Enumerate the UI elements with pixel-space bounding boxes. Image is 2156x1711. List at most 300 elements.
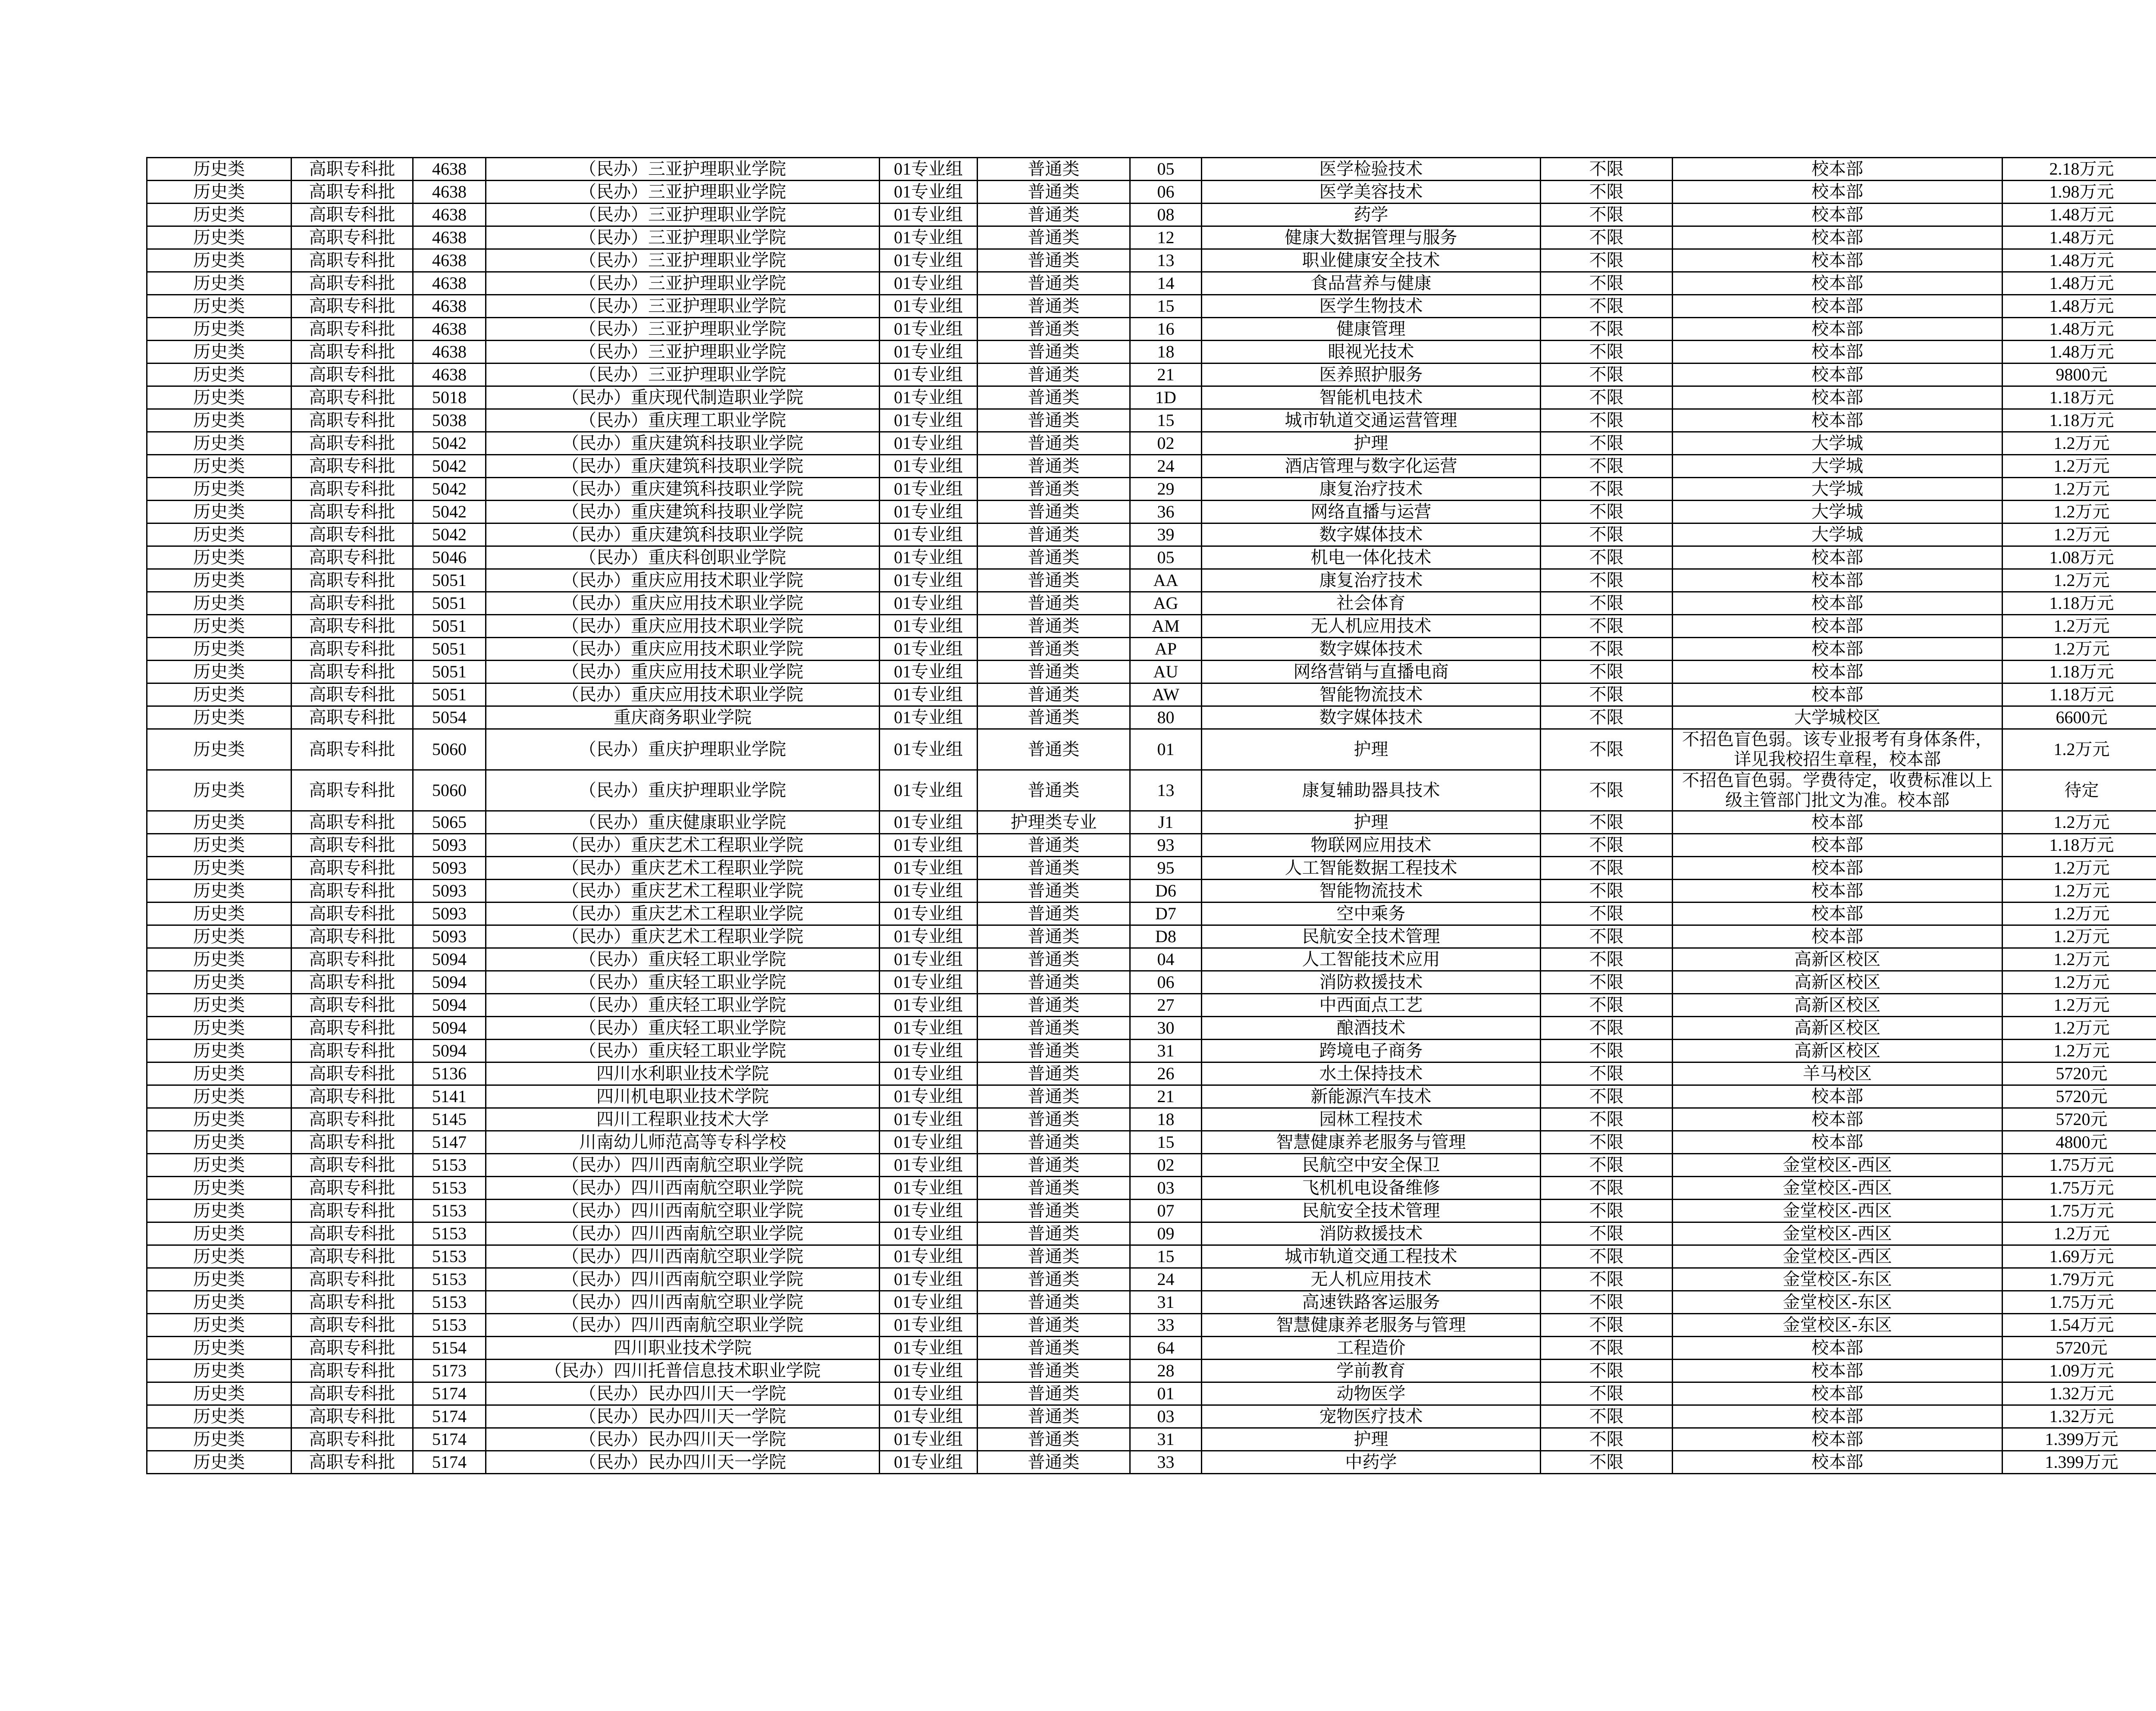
cell-major-code: 18 — [1130, 341, 1202, 364]
cell-tuition: 1.2万元 — [2002, 994, 2156, 1017]
cell-school-name: （民办）重庆应用技术职业学院 — [486, 592, 880, 615]
cell-restriction: 不限 — [1541, 341, 1673, 364]
cell-restriction: 不限 — [1541, 1017, 1673, 1040]
cell-batch: 高职专科批 — [291, 295, 413, 318]
table-row — [147, 1200, 2156, 1222]
cell-campus-note: 校本部 — [1673, 925, 2002, 948]
cell-major-group: 01专业组 — [880, 1085, 978, 1108]
cell-school-name: （民办）重庆护理职业学院 — [486, 729, 880, 770]
cell-subject-category: 历史类 — [147, 272, 291, 295]
cell-major-code: 28 — [1130, 1360, 1202, 1382]
cell-major-name: 护理 — [1202, 811, 1541, 834]
cell-subject-category: 历史类 — [147, 994, 291, 1017]
cell-major-code: 03 — [1130, 1405, 1202, 1428]
cell-batch: 高职专科批 — [291, 1268, 413, 1291]
cell-admission-type: 普通类 — [978, 341, 1130, 364]
cell-campus-note: 金堂校区-西区 — [1673, 1177, 2002, 1200]
cell-restriction: 不限 — [1541, 994, 1673, 1017]
cell-major-group: 01专业组 — [880, 1291, 978, 1314]
cell-school-name: （民办）重庆艺术工程职业学院 — [486, 857, 880, 880]
cell-admission-type: 普通类 — [978, 1382, 1130, 1405]
cell-major-group: 01专业组 — [880, 638, 978, 661]
cell-restriction: 不限 — [1541, 661, 1673, 683]
cell-campus-note: 校本部 — [1673, 364, 2002, 386]
cell-campus-note: 校本部 — [1673, 249, 2002, 272]
cell-school-name: （民办）重庆建筑科技职业学院 — [486, 432, 880, 455]
cell-major-code: 13 — [1130, 770, 1202, 811]
cell-restriction: 不限 — [1541, 455, 1673, 478]
cell-school-code: 5060 — [413, 770, 486, 811]
cell-campus-note: 校本部 — [1673, 638, 2002, 661]
table-row — [147, 158, 2156, 181]
cell-campus-note: 校本部 — [1673, 181, 2002, 204]
cell-major-group: 01专业组 — [880, 158, 978, 181]
cell-school-name: （民办）重庆轻工职业学院 — [486, 948, 880, 971]
cell-major-group: 01专业组 — [880, 971, 978, 994]
cell-major-group: 01专业组 — [880, 432, 978, 455]
cell-major-group: 01专业组 — [880, 204, 978, 226]
cell-school-code: 5153 — [413, 1222, 486, 1245]
cell-major-group: 01专业组 — [880, 1017, 978, 1040]
cell-major-group: 01专业组 — [880, 948, 978, 971]
table-row — [147, 1017, 2156, 1040]
cell-school-name: 川南幼儿师范高等专科学校 — [486, 1131, 880, 1154]
cell-subject-category: 历史类 — [147, 1291, 291, 1314]
table-row — [147, 478, 2156, 501]
cell-major-name: 智慧健康养老服务与管理 — [1202, 1314, 1541, 1337]
cell-major-group: 01专业组 — [880, 341, 978, 364]
cell-tuition: 1.18万元 — [2002, 834, 2156, 857]
cell-school-code: 5174 — [413, 1428, 486, 1451]
cell-subject-category: 历史类 — [147, 501, 291, 523]
cell-campus-note: 校本部 — [1673, 295, 2002, 318]
table-row — [147, 638, 2156, 661]
cell-major-name: 民航安全技术管理 — [1202, 1200, 1541, 1222]
cell-school-name: （民办）重庆艺术工程职业学院 — [486, 903, 880, 925]
cell-subject-category: 历史类 — [147, 880, 291, 903]
cell-school-name: （民办）四川西南航空职业学院 — [486, 1154, 880, 1177]
cell-school-code: 5153 — [413, 1200, 486, 1222]
cell-batch: 高职专科批 — [291, 1222, 413, 1245]
cell-school-code: 5093 — [413, 880, 486, 903]
cell-major-name: 消防救援技术 — [1202, 971, 1541, 994]
cell-tuition: 1.48万元 — [2002, 226, 2156, 249]
cell-restriction: 不限 — [1541, 181, 1673, 204]
cell-tuition: 1.2万元 — [2002, 925, 2156, 948]
cell-batch: 高职专科批 — [291, 811, 413, 834]
cell-major-name: 动物医学 — [1202, 1382, 1541, 1405]
cell-batch: 高职专科批 — [291, 272, 413, 295]
cell-admission-type: 普通类 — [978, 1451, 1130, 1474]
table-row — [147, 386, 2156, 409]
cell-restriction: 不限 — [1541, 478, 1673, 501]
cell-admission-type: 普通类 — [978, 903, 1130, 925]
cell-admission-type: 普通类 — [978, 569, 1130, 592]
cell-batch: 高职专科批 — [291, 1062, 413, 1085]
cell-batch: 高职专科批 — [291, 1451, 413, 1474]
cell-major-name: 药学 — [1202, 204, 1541, 226]
cell-major-name: 眼视光技术 — [1202, 341, 1541, 364]
cell-major-code: 13 — [1130, 249, 1202, 272]
cell-campus-note: 校本部 — [1673, 811, 2002, 834]
cell-major-group: 01专业组 — [880, 226, 978, 249]
cell-batch: 高职专科批 — [291, 729, 413, 770]
cell-major-code: 80 — [1130, 706, 1202, 729]
cell-campus-note: 金堂校区-东区 — [1673, 1314, 2002, 1337]
table-row — [147, 181, 2156, 204]
cell-campus-note: 校本部 — [1673, 1360, 2002, 1382]
cell-tuition: 1.48万元 — [2002, 204, 2156, 226]
cell-admission-type: 普通类 — [978, 1200, 1130, 1222]
cell-admission-type: 普通类 — [978, 683, 1130, 706]
cell-restriction: 不限 — [1541, 638, 1673, 661]
cell-restriction: 不限 — [1541, 1062, 1673, 1085]
cell-subject-category: 历史类 — [147, 1222, 291, 1245]
cell-subject-category: 历史类 — [147, 226, 291, 249]
cell-school-name: （民办）重庆建筑科技职业学院 — [486, 455, 880, 478]
table-row — [147, 364, 2156, 386]
cell-campus-note: 校本部 — [1673, 661, 2002, 683]
cell-admission-type: 普通类 — [978, 729, 1130, 770]
cell-batch: 高职专科批 — [291, 249, 413, 272]
table-row — [147, 661, 2156, 683]
table-row — [147, 903, 2156, 925]
cell-major-code: 05 — [1130, 546, 1202, 569]
cell-batch: 高职专科批 — [291, 546, 413, 569]
cell-school-code: 5136 — [413, 1062, 486, 1085]
cell-school-code: 5173 — [413, 1360, 486, 1382]
table-row — [147, 729, 2156, 770]
cell-major-name: 医学美容技术 — [1202, 181, 1541, 204]
cell-school-name: 四川机电职业技术学院 — [486, 1085, 880, 1108]
cell-subject-category: 历史类 — [147, 1382, 291, 1405]
cell-major-code: 33 — [1130, 1451, 1202, 1474]
cell-subject-category: 历史类 — [147, 341, 291, 364]
cell-school-code: 5094 — [413, 948, 486, 971]
cell-school-code: 5174 — [413, 1405, 486, 1428]
cell-restriction: 不限 — [1541, 204, 1673, 226]
cell-school-name: （民办）重庆应用技术职业学院 — [486, 569, 880, 592]
cell-major-code: 29 — [1130, 478, 1202, 501]
cell-tuition: 1.2万元 — [2002, 880, 2156, 903]
cell-admission-type: 普通类 — [978, 1222, 1130, 1245]
cell-major-code: 36 — [1130, 501, 1202, 523]
cell-tuition: 1.54万元 — [2002, 1314, 2156, 1337]
cell-subject-category: 历史类 — [147, 661, 291, 683]
cell-major-group: 01专业组 — [880, 770, 978, 811]
cell-tuition: 1.2万元 — [2002, 638, 2156, 661]
cell-campus-note: 校本部 — [1673, 1405, 2002, 1428]
cell-restriction: 不限 — [1541, 1131, 1673, 1154]
cell-tuition: 6600元 — [2002, 706, 2156, 729]
cell-school-name: 重庆商务职业学院 — [486, 706, 880, 729]
cell-admission-type: 普通类 — [978, 880, 1130, 903]
cell-major-group: 01专业组 — [880, 1040, 978, 1062]
cell-major-name: 护理 — [1202, 1428, 1541, 1451]
cell-school-name: （民办）四川西南航空职业学院 — [486, 1200, 880, 1222]
cell-school-code: 5054 — [413, 706, 486, 729]
cell-school-code: 5145 — [413, 1108, 486, 1131]
cell-major-group: 01专业组 — [880, 1360, 978, 1382]
cell-admission-type: 护理类专业 — [978, 811, 1130, 834]
cell-campus-note: 校本部 — [1673, 1337, 2002, 1360]
cell-restriction: 不限 — [1541, 1451, 1673, 1474]
cell-school-name: （民办）重庆应用技术职业学院 — [486, 638, 880, 661]
cell-tuition: 1.48万元 — [2002, 272, 2156, 295]
cell-major-name: 园林工程技术 — [1202, 1108, 1541, 1131]
cell-major-name: 智慧健康养老服务与管理 — [1202, 1131, 1541, 1154]
cell-school-code: 5093 — [413, 834, 486, 857]
cell-subject-category: 历史类 — [147, 409, 291, 432]
cell-tuition: 1.2万元 — [2002, 615, 2156, 638]
cell-batch: 高职专科批 — [291, 318, 413, 341]
cell-tuition: 1.98万元 — [2002, 181, 2156, 204]
cell-school-name: （民办）重庆艺术工程职业学院 — [486, 880, 880, 903]
cell-tuition: 1.48万元 — [2002, 318, 2156, 341]
cell-major-group: 01专业组 — [880, 1222, 978, 1245]
cell-restriction: 不限 — [1541, 1040, 1673, 1062]
cell-admission-type: 普通类 — [978, 318, 1130, 341]
table-row — [147, 770, 2156, 811]
cell-subject-category: 历史类 — [147, 1177, 291, 1200]
cell-admission-type: 普通类 — [978, 1108, 1130, 1131]
cell-major-group: 01专业组 — [880, 834, 978, 857]
cell-tuition: 1.2万元 — [2002, 903, 2156, 925]
cell-batch: 高职专科批 — [291, 455, 413, 478]
cell-admission-type: 普通类 — [978, 638, 1130, 661]
cell-major-name: 中西面点工艺 — [1202, 994, 1541, 1017]
cell-tuition: 1.48万元 — [2002, 249, 2156, 272]
cell-tuition: 1.2万元 — [2002, 432, 2156, 455]
cell-major-name: 空中乘务 — [1202, 903, 1541, 925]
cell-major-name: 学前教育 — [1202, 1360, 1541, 1382]
cell-school-code: 5051 — [413, 615, 486, 638]
cell-subject-category: 历史类 — [147, 432, 291, 455]
cell-subject-category: 历史类 — [147, 615, 291, 638]
cell-major-name: 医养照护服务 — [1202, 364, 1541, 386]
cell-school-name: 四川职业技术学院 — [486, 1337, 880, 1360]
cell-admission-type: 普通类 — [978, 1268, 1130, 1291]
table-row — [147, 546, 2156, 569]
table-row — [147, 615, 2156, 638]
cell-school-code: 5094 — [413, 971, 486, 994]
cell-major-code: 21 — [1130, 364, 1202, 386]
cell-major-name: 消防救援技术 — [1202, 1222, 1541, 1245]
cell-batch: 高职专科批 — [291, 204, 413, 226]
cell-admission-type: 普通类 — [978, 204, 1130, 226]
cell-admission-type: 普通类 — [978, 1291, 1130, 1314]
cell-campus-note: 校本部 — [1673, 386, 2002, 409]
cell-campus-note: 羊马校区 — [1673, 1062, 2002, 1085]
cell-batch: 高职专科批 — [291, 523, 413, 546]
cell-restriction: 不限 — [1541, 615, 1673, 638]
cell-admission-type: 普通类 — [978, 501, 1130, 523]
cell-tuition: 5720元 — [2002, 1062, 2156, 1085]
cell-subject-category: 历史类 — [147, 364, 291, 386]
cell-major-code: 01 — [1130, 729, 1202, 770]
cell-batch: 高职专科批 — [291, 1177, 413, 1200]
cell-major-group: 01专业组 — [880, 1405, 978, 1428]
cell-major-name: 物联网应用技术 — [1202, 834, 1541, 857]
cell-major-name: 数字媒体技术 — [1202, 706, 1541, 729]
cell-subject-category: 历史类 — [147, 1040, 291, 1062]
cell-tuition: 1.2万元 — [2002, 729, 2156, 770]
cell-tuition: 1.2万元 — [2002, 478, 2156, 501]
table-row — [147, 432, 2156, 455]
cell-school-code: 5094 — [413, 994, 486, 1017]
cell-batch: 高职专科批 — [291, 638, 413, 661]
table-row — [147, 1154, 2156, 1177]
cell-school-name: （民办）四川托普信息技术职业学院 — [486, 1360, 880, 1382]
cell-admission-type: 普通类 — [978, 661, 1130, 683]
cell-restriction: 不限 — [1541, 546, 1673, 569]
cell-school-name: （民办）重庆应用技术职业学院 — [486, 661, 880, 683]
cell-admission-type: 普通类 — [978, 1405, 1130, 1428]
cell-major-group: 01专业组 — [880, 1108, 978, 1131]
cell-batch: 高职专科批 — [291, 1428, 413, 1451]
cell-school-code: 5051 — [413, 569, 486, 592]
cell-major-group: 01专业组 — [880, 1154, 978, 1177]
cell-subject-category: 历史类 — [147, 1314, 291, 1337]
cell-major-name: 高速铁路客运服务 — [1202, 1291, 1541, 1314]
cell-school-name: （民办）重庆轻工职业学院 — [486, 1017, 880, 1040]
cell-restriction: 不限 — [1541, 318, 1673, 341]
cell-tuition: 1.2万元 — [2002, 811, 2156, 834]
table-row — [147, 706, 2156, 729]
cell-major-code: 06 — [1130, 181, 1202, 204]
cell-major-code: D7 — [1130, 903, 1202, 925]
table-row — [147, 1085, 2156, 1108]
table-row — [147, 811, 2156, 834]
table-row — [147, 1108, 2156, 1131]
cell-school-code: 5051 — [413, 683, 486, 706]
cell-school-code: 5042 — [413, 478, 486, 501]
cell-major-group: 01专业组 — [880, 364, 978, 386]
cell-major-group: 01专业组 — [880, 1131, 978, 1154]
cell-subject-category: 历史类 — [147, 706, 291, 729]
cell-major-code: 39 — [1130, 523, 1202, 546]
table-row — [147, 1314, 2156, 1337]
cell-major-name: 护理 — [1202, 729, 1541, 770]
cell-tuition: 5720元 — [2002, 1337, 2156, 1360]
cell-major-group: 01专业组 — [880, 1245, 978, 1268]
cell-major-name: 水土保持技术 — [1202, 1062, 1541, 1085]
cell-school-code: 5141 — [413, 1085, 486, 1108]
cell-restriction: 不限 — [1541, 857, 1673, 880]
cell-admission-type: 普通类 — [978, 1085, 1130, 1108]
cell-restriction: 不限 — [1541, 1200, 1673, 1222]
cell-major-name: 智能机电技术 — [1202, 386, 1541, 409]
cell-restriction: 不限 — [1541, 948, 1673, 971]
cell-subject-category: 历史类 — [147, 1062, 291, 1085]
cell-major-name: 职业健康安全技术 — [1202, 249, 1541, 272]
cell-batch: 高职专科批 — [291, 661, 413, 683]
cell-school-name: （民办）重庆艺术工程职业学院 — [486, 925, 880, 948]
cell-major-code: AM — [1130, 615, 1202, 638]
cell-restriction: 不限 — [1541, 272, 1673, 295]
cell-major-code: 30 — [1130, 1017, 1202, 1040]
cell-major-code: 07 — [1130, 1200, 1202, 1222]
cell-major-group: 01专业组 — [880, 546, 978, 569]
cell-batch: 高职专科批 — [291, 501, 413, 523]
cell-major-group: 01专业组 — [880, 706, 978, 729]
cell-major-code: 31 — [1130, 1428, 1202, 1451]
cell-major-code: 27 — [1130, 994, 1202, 1017]
cell-tuition: 1.18万元 — [2002, 409, 2156, 432]
cell-school-code: 4638 — [413, 181, 486, 204]
table-row — [147, 272, 2156, 295]
cell-major-name: 康复治疗技术 — [1202, 478, 1541, 501]
cell-tuition: 1.48万元 — [2002, 341, 2156, 364]
cell-school-code: 4638 — [413, 204, 486, 226]
cell-major-group: 01专业组 — [880, 295, 978, 318]
cell-school-name: （民办）三亚护理职业学院 — [486, 364, 880, 386]
cell-batch: 高职专科批 — [291, 994, 413, 1017]
cell-school-code: 5038 — [413, 409, 486, 432]
cell-batch: 高职专科批 — [291, 1131, 413, 1154]
cell-tuition: 1.2万元 — [2002, 971, 2156, 994]
cell-school-code: 4638 — [413, 318, 486, 341]
cell-major-code: D6 — [1130, 880, 1202, 903]
table-row — [147, 523, 2156, 546]
cell-major-code: 31 — [1130, 1040, 1202, 1062]
cell-subject-category: 历史类 — [147, 834, 291, 857]
cell-major-group: 01专业组 — [880, 249, 978, 272]
cell-restriction: 不限 — [1541, 971, 1673, 994]
cell-school-name: （民办）三亚护理职业学院 — [486, 341, 880, 364]
cell-major-group: 01专业组 — [880, 903, 978, 925]
cell-restriction: 不限 — [1541, 158, 1673, 181]
cell-admission-type: 普通类 — [978, 706, 1130, 729]
cell-subject-category: 历史类 — [147, 455, 291, 478]
cell-major-name: 健康管理 — [1202, 318, 1541, 341]
cell-school-name: （民办）重庆健康职业学院 — [486, 811, 880, 834]
cell-tuition: 2.18万元 — [2002, 158, 2156, 181]
cell-major-name: 医学生物技术 — [1202, 295, 1541, 318]
cell-campus-note: 金堂校区-东区 — [1673, 1291, 2002, 1314]
cell-major-group: 01专业组 — [880, 994, 978, 1017]
cell-campus-note: 校本部 — [1673, 546, 2002, 569]
cell-school-code: 4638 — [413, 249, 486, 272]
cell-subject-category: 历史类 — [147, 925, 291, 948]
cell-batch: 高职专科批 — [291, 1200, 413, 1222]
cell-restriction: 不限 — [1541, 386, 1673, 409]
cell-restriction: 不限 — [1541, 811, 1673, 834]
cell-major-group: 01专业组 — [880, 592, 978, 615]
cell-school-code: 5042 — [413, 432, 486, 455]
cell-subject-category: 历史类 — [147, 523, 291, 546]
cell-admission-type: 普通类 — [978, 1360, 1130, 1382]
cell-major-name: 飞机机电设备维修 — [1202, 1177, 1541, 1200]
cell-batch: 高职专科批 — [291, 1245, 413, 1268]
cell-restriction: 不限 — [1541, 1177, 1673, 1200]
cell-school-name: （民办）重庆科创职业学院 — [486, 546, 880, 569]
cell-campus-note: 大学城 — [1673, 455, 2002, 478]
cell-major-name: 无人机应用技术 — [1202, 615, 1541, 638]
cell-campus-note: 金堂校区-西区 — [1673, 1154, 2002, 1177]
cell-batch: 高职专科批 — [291, 1291, 413, 1314]
cell-school-code: 5094 — [413, 1040, 486, 1062]
cell-campus-note: 校本部 — [1673, 857, 2002, 880]
cell-school-code: 5153 — [413, 1291, 486, 1314]
cell-batch: 高职专科批 — [291, 880, 413, 903]
cell-school-name: （民办）四川西南航空职业学院 — [486, 1177, 880, 1200]
cell-school-code: 5093 — [413, 857, 486, 880]
cell-restriction: 不限 — [1541, 569, 1673, 592]
cell-admission-type: 普通类 — [978, 770, 1130, 811]
cell-batch: 高职专科批 — [291, 1154, 413, 1177]
cell-school-code: 5046 — [413, 546, 486, 569]
